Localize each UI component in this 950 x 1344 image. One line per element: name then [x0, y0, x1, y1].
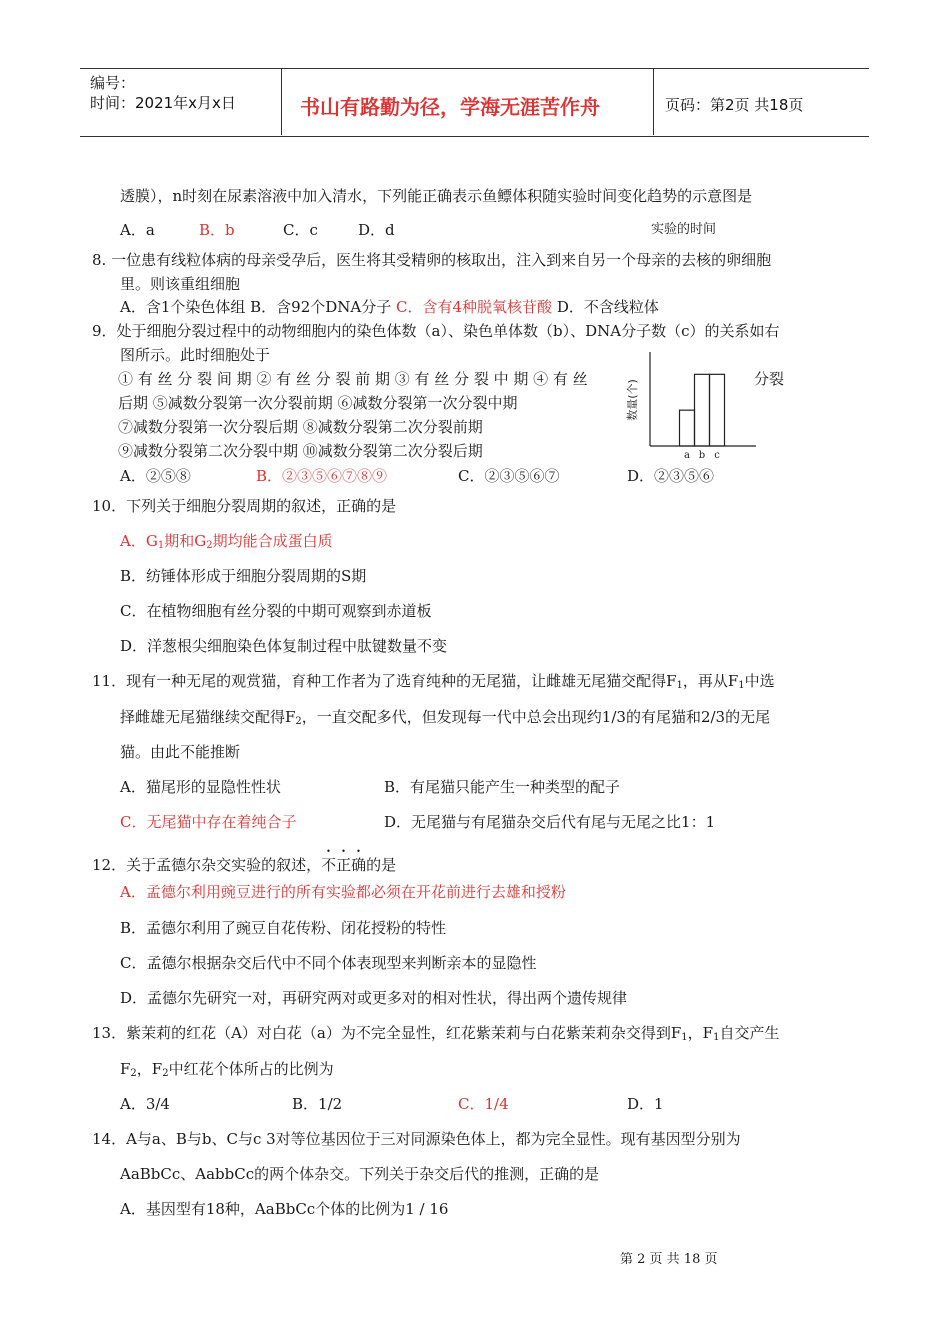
q11-stem-line3: 猫。由此不能推断: [120, 743, 241, 761]
q8-option-c: C．含有4种脱氧核苷酸: [396, 298, 553, 316]
chart-bar-b: [695, 374, 710, 446]
q10-option-b: B．纺锤体形成于细胞分裂周期的S期: [120, 567, 367, 585]
chart-bar-c: [710, 374, 725, 446]
q9-line3-tail: 分裂: [754, 370, 785, 388]
q9-option-d: D．②③⑤⑥: [627, 467, 715, 485]
q9-line5: ⑦减数分裂第一次分裂后期 ⑧减数分裂第二次分裂前期: [118, 418, 483, 436]
q12-option-d: D．孟德尔先研究一对，再研究两对或更多对的相对性状，得出两个遗传规律: [120, 989, 628, 1007]
q9-line6: ⑨减数分裂第二次分裂中期 ⑩减数分裂第二次分裂后期: [118, 442, 483, 460]
q9-option-a: A．②⑤⑧: [120, 467, 191, 485]
q10-option-c: C．在植物细胞有丝分裂的中期可观察到赤道板: [120, 602, 432, 620]
q13-option-a: A．3/4: [120, 1095, 170, 1113]
q13-option-d: D．1: [627, 1095, 664, 1113]
q10-stem: 10．下列关于细胞分裂周期的叙述，正确的是: [92, 497, 397, 515]
footer-page-number: 第 2 页 共 18 页: [620, 1252, 718, 1267]
q13-stem-line1: 13．紫茉莉的红花（A）对白花（a）为不完全显性，红花紫茉莉与白花紫茉莉杂交得到$F_1$，$F_1$自交产生: [92, 1024, 780, 1043]
q10-option-d: D．洋葱根尖细胞染色体复制过程中肽键数量不变: [120, 637, 448, 655]
q8-option-ab: A．含1个染色体组 B．含92个DNA分子 C．含有4种脱氧核苷酸 D．不含线粒体: [120, 298, 659, 316]
q9-option-c: C．②③⑤⑥⑦: [458, 467, 560, 485]
header-date: 时间：2021年x月x日: [90, 94, 236, 112]
chart-ylabel: 数量(个): [626, 379, 639, 421]
header-divider: [653, 68, 654, 135]
q7-figure-label: 实验的时间: [651, 222, 717, 237]
q12-option-c: C．孟德尔根据杂交后代中不同个体表现型来判断亲本的显隐性: [120, 954, 537, 972]
chart-tick-c: c: [714, 450, 720, 461]
q7-option-c: C．c: [283, 221, 318, 239]
q13-option-b: B．1/2: [292, 1095, 343, 1113]
q8-stem-line1: 8. 一位患有线粒体病的母亲受孕后，医生将其受精卵的核取出，注入到来自另一个母亲的去核的卵细胞: [92, 251, 772, 269]
q12-stem: 12．关于孟德尔杂交实验的叙述，不正确的是: [92, 856, 397, 874]
q11-option-a: A．猫尾形的显隐性性状: [120, 778, 281, 796]
q14-stem-line1: 14．A与a、B与b、C与c 3对等位基因位于三对同源染色体上，都为完全显性。现有基因型分别为: [92, 1130, 741, 1148]
q7-option-a: A．a: [120, 221, 155, 239]
q9-stem-line1: 9．处于细胞分裂过程中的动物细胞内的染色体数（a）、染色单体数（b）、DNA分子数（c）的关系如右: [92, 322, 780, 340]
q8-option-d: D．不含线粒体: [556, 298, 659, 316]
header-number: 编号：: [90, 74, 136, 92]
chart-tick-b: b: [698, 450, 706, 461]
q14-stem-line2: AaBbCc、AabbCc的两个体杂交。下列关于杂交后代的推测，正确的是: [120, 1165, 600, 1183]
q7-option-b: B．b: [199, 221, 235, 239]
q10-option-a: A．$G_1$期和$G_2$期均能合成蛋白质: [120, 532, 333, 551]
q9-option-b: B．②③⑤⑥⑦⑧⑨: [256, 467, 388, 485]
q7-continuation: 透膜），n时刻在尿素溶液中加入清水，下列能正确表示鱼鳔体积随实验时间变化趋势的示意图是: [120, 187, 753, 205]
q11-option-c: C．无尾猫中存在着纯合子: [120, 813, 297, 831]
q8-stem-line2: 里。则该重组细胞: [120, 275, 241, 293]
q14-option-a: A．基因型有18种，AaBbCc个体的比例为1 / 16: [120, 1200, 449, 1218]
header-divider: [281, 68, 282, 135]
q9-line4: 后期 ⑤减数分裂第一次分裂前期 ⑥减数分裂第一次分裂中期: [118, 394, 518, 412]
q9-stem-line2: 图所示。此时细胞处于: [120, 346, 271, 364]
chart-bar-a: [680, 410, 695, 446]
q12-emphasis: 不正确: [321, 856, 367, 874]
q11-option-b: B．有尾猫只能产生一种类型的配子: [384, 778, 621, 796]
q11-stem-line2: 择雌雄无尾猫继续交配得$F_2$，一直交配多代，但发现每一代中总会出现约1/3的有尾猫和2/3的无尾: [120, 708, 771, 727]
q13-option-c: C．1/4: [458, 1095, 509, 1113]
q12-option-b: B．孟德尔利用了豌豆自花传粉、闭花授粉的特性: [120, 919, 447, 937]
q9-bar-chart: [626, 348, 760, 463]
q11-option-d: D．无尾猫与有尾猫杂交后代有尾与无尾之比1：1: [384, 813, 716, 831]
q7-option-d: D．d: [358, 221, 395, 239]
header-motto: 书山有路勤为径，学海无涯苦作舟: [300, 95, 600, 119]
chart-tick-a: a: [684, 450, 690, 461]
q12-option-a: A．孟德尔利用豌豆进行的所有实验都必须在开花前进行去雄和授粉: [120, 883, 566, 901]
q9-line3: ① 有 丝 分 裂 间 期 ② 有 丝 分 裂 前 期 ③ 有 丝 分 裂 中 期 ④ 有 丝: [118, 370, 588, 388]
header-page-info: 页码：第2页 共18页: [665, 96, 804, 114]
q13-stem-line2: $F_2$，$F_2$中红花个体所占的比例为: [120, 1060, 334, 1079]
q11-stem-line1: 11．现有一种无尾的观赏猫，育种工作者为了选育纯种的无尾猫，让雌雄无尾猫交配得$F_1$，再从$F_1$中选: [92, 672, 775, 691]
